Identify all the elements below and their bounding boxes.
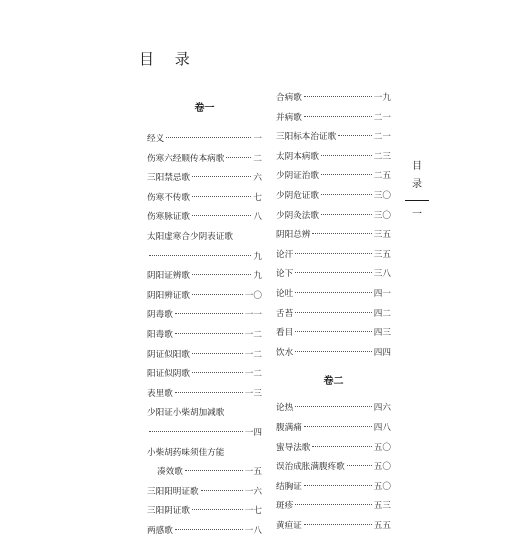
toc-entry-row (147, 385, 262, 405)
toc-entry-title: 饮水 (276, 347, 294, 358)
toc-entry-page: 一二 (244, 329, 262, 340)
toc-entry-row (276, 148, 391, 168)
toc-entry-page: 一六 (244, 486, 262, 497)
toc-entry-title: 舌苔 (276, 308, 294, 319)
toc-entry-row (276, 226, 391, 246)
toc-entry (276, 167, 391, 187)
toc-entry-page: 一二 (244, 369, 262, 380)
toc-entry-title: 阳证似阴歌 (147, 369, 190, 380)
toc-entry (147, 130, 262, 150)
dot-leader (192, 196, 251, 197)
toc-entry (147, 522, 262, 541)
toc-entry-title: 斑疹 (276, 501, 294, 512)
toc-entry-row (276, 285, 391, 305)
toc-entry-row (147, 365, 262, 385)
toc-entry-row (276, 305, 391, 325)
toc-entry-row (147, 189, 262, 209)
toc-entry-page: 二 (253, 153, 262, 164)
dot-leader (175, 333, 243, 334)
toc-entry-row (276, 128, 391, 148)
toc-entry-page: 一三 (244, 388, 262, 399)
dot-leader (192, 274, 251, 275)
toc-entry-row (147, 346, 262, 366)
toc-entry-row (147, 130, 262, 150)
toc-entry-row (147, 267, 262, 287)
toc-entry-page: 一五 (244, 467, 262, 478)
toc-entry-row (276, 207, 391, 227)
toc-entry-title: 并病歌 (276, 112, 302, 123)
toc-entry-page: 一七 (244, 506, 262, 517)
toc-entry (147, 444, 262, 483)
toc-entry-page: 三〇 (373, 210, 391, 221)
toc-entry-row (276, 89, 391, 109)
toc-entry-title: 伤寒不传歌 (147, 192, 190, 203)
toc-entry (147, 346, 262, 366)
toc-entry (147, 228, 262, 267)
toc-entry-title: 腹满痛 (276, 422, 302, 433)
toc-entry-page: 三〇 (373, 190, 391, 201)
toc-entry (147, 208, 262, 228)
toc-entry-title: 少阳证小柴胡加减歌 (147, 408, 225, 419)
dot-leader (312, 446, 371, 447)
dot-leader (295, 504, 372, 505)
toc-entry (276, 226, 391, 246)
toc-entry (276, 109, 391, 129)
toc-entry-page: 三五 (373, 230, 391, 241)
toc-entry-page: 二三 (373, 151, 391, 162)
toc-entry-title: 少阴灸法歌 (276, 210, 319, 221)
toc-entry-title: 看目 (276, 328, 294, 339)
toc-entry-title: 太阳虚寒合少阴表证歌 (147, 231, 233, 242)
toc-entry (147, 150, 262, 170)
toc-entry-title: 误治成胀满腹疼歌 (276, 462, 345, 473)
toc-entry-row (276, 478, 391, 498)
dot-leader (295, 312, 372, 313)
toc-entry-title: 少阴危证歌 (276, 190, 319, 201)
toc-entry-title: 小柴胡药味须佳方能 (147, 447, 225, 458)
volume-2-entries (276, 399, 391, 536)
dot-leader (226, 157, 251, 158)
dot-leader (175, 392, 243, 393)
toc-entry-row (147, 287, 262, 307)
toc-entry-row (276, 265, 391, 285)
toc-entry-row (276, 458, 391, 478)
dot-leader (192, 372, 243, 373)
toc-entry-row (276, 419, 391, 439)
toc-entry (276, 187, 391, 207)
side-tab-page-number: 一 (412, 209, 422, 220)
toc-entry-page: 七 (253, 192, 262, 203)
toc-entry-title: 少阴证治歌 (276, 171, 319, 182)
toc-entry-row (147, 169, 262, 189)
toc-entry (147, 404, 262, 443)
dot-leader (304, 524, 372, 525)
toc-entry-title: 论吐 (276, 288, 294, 299)
dot-leader (347, 465, 372, 466)
dot-leader (295, 292, 372, 293)
toc-entry (276, 148, 391, 168)
toc-entry-page: 六 (253, 173, 262, 184)
volume-1-entries (147, 130, 262, 541)
toc-entry (276, 246, 391, 266)
toc-entry (276, 128, 391, 148)
toc-entry-page: 二五 (373, 171, 391, 182)
toc-entry-page: 四三 (373, 328, 391, 339)
toc-entry-title: 结胸证 (276, 481, 302, 492)
dot-leader (312, 233, 371, 234)
toc-entry (147, 385, 262, 405)
toc-entry-row (276, 109, 391, 129)
dot-leader (185, 470, 243, 471)
toc-entry-title: 阴毒歌 (147, 310, 173, 321)
toc-entry (276, 439, 391, 459)
toc-entry-title: 两感歌 (147, 525, 173, 536)
toc-entry-title: 论热 (276, 403, 294, 414)
toc-entry (147, 306, 262, 326)
dot-leader (321, 174, 372, 175)
toc-entry-page: 八 (253, 212, 262, 223)
dot-leader (321, 194, 372, 195)
toc-entry (147, 483, 262, 503)
side-tab (405, 158, 429, 224)
toc-entry-title: 阳毒歌 (147, 329, 173, 340)
dot-leader (295, 351, 372, 352)
toc-entry-page: 一〇 (244, 290, 262, 301)
toc-entry (276, 497, 391, 517)
section-gap (276, 363, 391, 375)
toc-entry-title: 合病歌 (276, 93, 302, 103)
toc-entry (147, 287, 262, 307)
toc-entry-row (147, 424, 262, 444)
toc-entry (276, 419, 391, 439)
toc-column-right (276, 89, 391, 536)
toc-entry (147, 502, 262, 522)
toc-entry-page: 五〇 (373, 442, 391, 453)
toc-entry-row (147, 248, 262, 268)
toc-entry-page: 五五 (373, 520, 391, 531)
toc-entry-title-continued: 凑效歌 (157, 467, 183, 478)
toc-entry-page: 一八 (244, 525, 262, 536)
toc-entry-title: 阴证似阳歌 (147, 349, 190, 360)
toc-entry (147, 365, 262, 385)
dot-leader (175, 529, 243, 530)
toc-entry-page: 三八 (373, 269, 391, 280)
toc-entry (276, 207, 391, 227)
toc-entry-title: 三阳标本治证歌 (276, 132, 337, 143)
toc-entry-page: 二一 (373, 112, 391, 123)
toc-entry-title: 伤寒六经顺传本病歌 (147, 153, 225, 164)
dot-leader (192, 353, 243, 354)
dot-leader (304, 116, 372, 117)
toc-entry-title: 阴阳总辨 (276, 230, 311, 241)
volume-2-title: 卷二 (323, 376, 344, 388)
side-tab-char: 录 (412, 179, 422, 190)
toc-entry (147, 267, 262, 287)
toc-entry-page: 一四 (244, 427, 262, 438)
toc-entry-row (147, 306, 262, 326)
volume-1-entries-continued (276, 89, 391, 363)
toc-entry (276, 324, 391, 344)
toc-entry-page: 四八 (373, 422, 391, 433)
toc-entry-row (276, 439, 391, 459)
toc-entry-title: 三阳阳明证歌 (147, 486, 199, 497)
toc-entry (276, 265, 391, 285)
toc-entry-title: 蜜导法歌 (276, 442, 311, 453)
toc-entry-row (147, 483, 262, 503)
toc-entry-row (147, 150, 262, 170)
dot-leader (295, 406, 372, 407)
toc-entry-title: 黄疸证 (276, 520, 302, 531)
dot-leader (338, 135, 372, 136)
dot-leader (192, 509, 243, 510)
toc-entry-page: 五三 (373, 501, 391, 512)
side-tab-divider (405, 200, 429, 201)
toc-entry (147, 326, 262, 346)
dot-leader (295, 272, 372, 273)
dot-leader (295, 331, 372, 332)
toc-entry-page: 五〇 (373, 462, 391, 473)
dot-leader (149, 255, 251, 256)
toc-entry-title: 三阳阴证歌 (147, 506, 190, 517)
toc-entry-row (147, 463, 262, 483)
toc-entry-page: 五〇 (373, 481, 391, 492)
toc-entry-row (276, 246, 391, 266)
toc-entry-row (147, 208, 262, 228)
toc-entry (147, 189, 262, 209)
volume-1-title: 卷一 (194, 103, 215, 114)
toc-entry-row (147, 522, 262, 541)
dot-leader (149, 431, 243, 432)
dot-leader (166, 137, 251, 138)
toc-entry (276, 89, 391, 109)
dot-leader (192, 176, 251, 177)
toc-entry (276, 458, 391, 478)
toc-entry-page: 九 (253, 271, 262, 282)
dot-leader (175, 313, 243, 314)
dot-leader (304, 485, 372, 486)
toc-entry (276, 478, 391, 498)
toc-entry-row (147, 326, 262, 346)
dot-leader (295, 253, 372, 254)
toc-entry-title: 阴阳辨证歌 (147, 290, 190, 301)
toc-entry (147, 169, 262, 189)
toc-entry-row (276, 497, 391, 517)
dot-leader (192, 294, 243, 295)
toc-entry-page: 九 (253, 251, 262, 262)
toc-entry-title: 表里歌 (147, 388, 173, 399)
dot-leader (192, 215, 251, 216)
toc-entry-title: 伤寒脉证歌 (147, 212, 190, 223)
toc-entry-page: 一二 (244, 349, 262, 360)
toc-entry-row (276, 324, 391, 344)
toc-entry (276, 344, 391, 364)
dot-leader (321, 155, 372, 156)
toc-entry-row (276, 399, 391, 419)
toc-entry-row (276, 344, 391, 364)
toc-entry-title: 论汗 (276, 249, 294, 260)
toc-entry-page: 四六 (373, 403, 391, 414)
toc-entry-title: 太阴本病歌 (276, 151, 319, 162)
toc-entry-page: 四四 (373, 347, 391, 358)
dot-leader (201, 490, 243, 491)
toc-entry-page: 一 (253, 134, 262, 144)
toc-entry-row (276, 167, 391, 187)
toc-entry-page: 三五 (373, 249, 391, 260)
toc-entry (276, 399, 391, 419)
toc-entry-title: 经义 (147, 134, 165, 144)
page-title: 目 录 (139, 50, 198, 68)
toc-entry (276, 285, 391, 305)
toc-entry-page: 四二 (373, 308, 391, 319)
dot-leader (321, 214, 372, 215)
dot-leader (304, 426, 372, 427)
toc-entry-row (276, 187, 391, 207)
toc-entry-title: 论下 (276, 269, 294, 280)
toc-entry-page: 四一 (373, 288, 391, 299)
toc-entry (276, 305, 391, 325)
toc-entry-page: 一九 (373, 93, 391, 103)
toc-entry-page: 二一 (373, 132, 391, 143)
dot-leader (304, 96, 372, 97)
toc-entry-title: 三阳禁忌歌 (147, 173, 190, 184)
toc-entry-row (147, 502, 262, 522)
side-tab-char: 目 (412, 161, 422, 172)
toc-entry-title: 阴阳证辨歌 (147, 271, 190, 282)
toc-entry-page: 一一 (244, 310, 262, 321)
toc-column-left (147, 102, 262, 541)
